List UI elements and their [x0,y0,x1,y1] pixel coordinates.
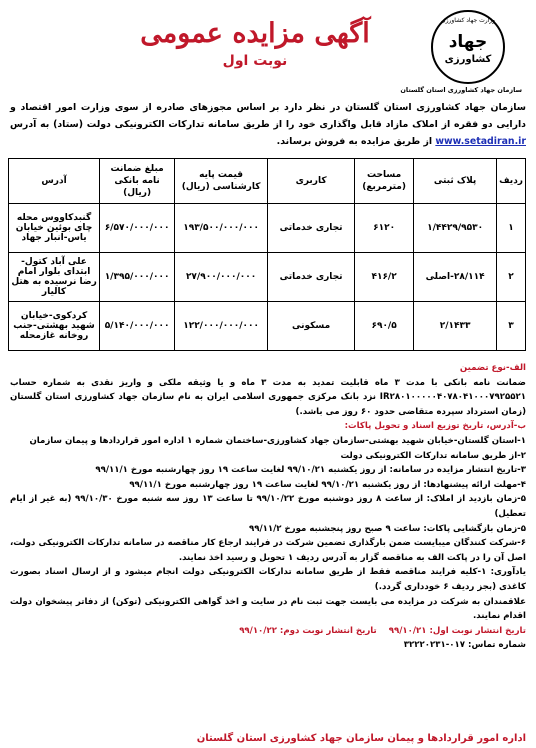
term-item: ۱-استان گلستان-خیابان شهید بهشتی-سازمان جهاد کشاورزی-ساختمان شماره ۱ اداره امور قراردادها و پیمان سازمان [29,435,526,446]
contact-phone: شماره تماس: ۰۱۷-۳۲۲۲۰۲۳۱ [403,640,526,651]
term-item: علاقمندان به شرکت در مزایده می بایست جهت ثبت نام در سایت و اخذ گواهی الکترونیکی (توکن) از دفاتر پیشخوان دولت اقدام نمایند. [10,596,526,622]
cell-base-price: ۱۹۳/۵۰۰/۰۰۰/۰۰۰ [175,204,268,253]
cell-base-price: ۲۷/۹۰۰/۰۰۰/۰۰۰ [175,253,268,302]
properties-table [8,158,526,351]
publish-first-date: تاریخ انتشار نوبت اول: ۹۹/۱۰/۲۱ [388,625,526,636]
address-heading: ب-آدرس، تاریخ توزیع اسناد و تحویل پاکات: [344,421,526,432]
setad-link[interactable]: www.setadiran.ir [435,136,526,147]
guarantee-heading: الف-نوع تضمین [459,363,526,373]
cell-area: ۶۱۲۰ [355,204,414,253]
publish-second-date: تاریخ انتشار نوبت دوم: ۹۹/۱۰/۲۲ [239,625,377,636]
reminder-note: یادآوری: ۱-کلیه فرایند مناقصه فقط از طریق سامانه تدارکات الکترونیکی دولت انجام میشود و از ارسال اسناد بصورت کاغذی (بجز ردیف ۶ خودداری گردد.) [10,567,527,592]
cell-address: گنبدکاووس محله چای بوئین خیابان یاس-انبار جهاد [9,204,100,253]
col-header-area: مساحت (مترمربع) [355,159,414,204]
cell-usage: تجاری خدماتی [268,253,355,302]
term-item: ۳-تاریخ انتشار مزایده در سامانه: از روز یکشنبه ۹۹/۱۰/۲۱ لغایت ساعت ۱۹ روز چهارشنبه مورخ ۹۹/۱۱/۱ [95,465,526,476]
logo-ring-text: وزارت جهاد کشاورزی [440,17,496,24]
organization-logo [400,10,522,98]
intro-text-2: از طریق مزایده به فروش برساند. [276,136,433,147]
guarantee-text: ضمانت نامه بانکی با مدت ۳ ماه قابلیت تمدید به مدت ۳ ماه و یا وثیقه ملکی و واریز نقدی به شماره حساب IR۲۸۰۱۰۰۰۰۰۴۰۷۸۰۴۱۰۰۰۷۹۲۵۵۲۱ نزد بانک مرکزی جمهوری اسلامی ایران به نام سازمان جهاد کشاورزی استان گلستان (زمان استرداد سپرده متقاضی حدود ۶۰ روز می باشد.) [10,377,526,417]
table-row [9,204,526,253]
page-title: آگهی مزایده عمومی [140,18,370,49]
logo-emblem-icon [431,10,505,84]
term-item: ۶-شرکت کنندگان میبایست ضمن بارگذاری تضمین شرکت در فرایند ارجاع کار مناقصه در سامانه تدارکات الکترونیکی دولت، اصل آن را در پاکت الف به مناقصه گزار به آدرس ردیف ۱ تحویل و رسید اخذ نمایند. [10,538,526,563]
cell-plate: ۱/۴۴۲۹/۹۵۳۰ [414,204,497,253]
cell-row-number: ۳ [497,302,526,351]
col-header-guarantee: مبلغ ضمانت نامه بانکی (ریال) [100,159,175,204]
intro-text-1: سازمان جهاد کشاورزی استان گلستان در نظر دارد بر اساس مجوزهای صادره از سوی وزارت امور اقتصاد و دارایی دو فقره از املاک مازاد قابل واگذاری خود را از طریق سامانه تدارکات الکترونیکی دولت (ستاد) به آدرس [10,102,526,130]
col-header-plate: پلاک ثبتی [414,159,497,204]
header [6,4,530,99]
cell-area: ۴۱۶/۲ [355,253,414,302]
publish-dates [10,624,526,639]
intro-paragraph [6,99,530,150]
logo-caption: سازمان جهاد کشاورزی استان گلستان [400,86,522,94]
logo-brand: جهاد [448,32,488,52]
page-subtitle: نوبت اول [222,53,288,69]
cell-address: کردکوی-خیابان شهید بهشتی-جنب روخانه غازمحله [9,302,100,351]
cell-usage: تجاری خدماتی [268,204,355,253]
cell-plate: ۲۸/۱۱۴-اصلی [414,253,497,302]
cell-base-price: ۱۲۲/۰۰۰/۰۰۰/۰۰۰ [175,302,268,351]
term-item: ۲-از طریق سامانه تدارکات الکترونیکی دولت [340,450,526,461]
cell-guarantee: ۱/۳۹۵/۰۰۰/۰۰۰ [100,253,175,302]
footer-signature: اداره امور قراردادها و پیمان سازمان جهاد کشاورزی استان گلستان [196,733,526,744]
cell-area: ۶۹۰/۵ [355,302,414,351]
title-block [140,18,370,69]
term-item: ۵-زمان بازدید از املاک: از ساعت ۸ روز دوشنبه مورخ ۹۹/۱۰/۲۲ تا ساعت ۱۳ روز سه شنبه مورخ ۹۹/۱۰/۳۰ (به غیر از ایام تعطیل) [10,494,527,519]
cell-guarantee: ۵/۱۴۰/۰۰۰/۰۰۰ [100,302,175,351]
col-header-base-price: قیمت پایه کارشناسی (ریال) [175,159,268,204]
logo-sub: کشاورزی [444,54,492,65]
col-header-row: ردیف [497,159,526,204]
cell-guarantee: ۶/۵۷۰/۰۰۰/۰۰۰ [100,204,175,253]
term-item: ۴-مهلت ارائه پیشنهادها: از روز یکشنبه ۹۹/۱۰/۲۱ لغایت ساعت ۱۹ روز چهارشنبه مورخ ۹۹/۱۱/۱ [129,479,526,490]
cell-row-number: ۲ [497,253,526,302]
col-header-address: آدرس [9,159,100,204]
term-item: ۵-زمان بازگشایی پاکات: ساعت ۹ صبح روز پنجشنبه مورخ ۹۹/۱۱/۲ [248,523,526,534]
table-header-row [9,159,526,204]
cell-usage: مسکونی [268,302,355,351]
table-row [9,253,526,302]
terms-section [6,361,530,653]
cell-plate: ۲/۱۴۳۳ [414,302,497,351]
table-row [9,302,526,351]
cell-row-number: ۱ [497,204,526,253]
col-header-usage: کاربری [268,159,355,204]
cell-address: علی آباد کتول-ابتدای بلوار امام رضا نرسیده به هتل کالیار [9,253,100,302]
